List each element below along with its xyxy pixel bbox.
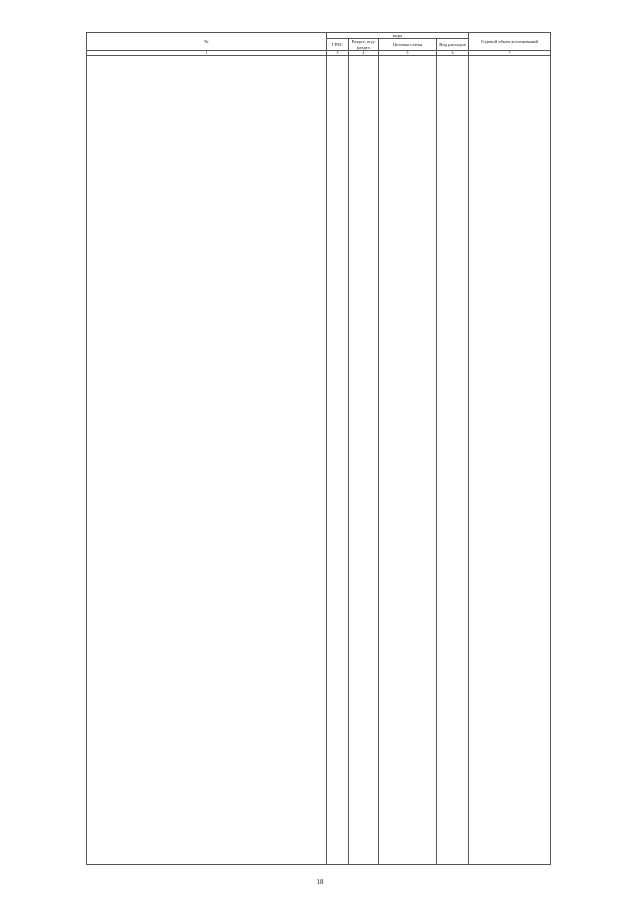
header-amount: Годовой объем ассигнований xyxy=(469,33,551,51)
empty-body xyxy=(87,56,551,865)
header-expense-type: Вид расходов xyxy=(437,39,469,51)
header-section: Раздел, под- раздел xyxy=(349,39,379,51)
header-name: № xyxy=(87,33,327,51)
header-grbs: ГРБС xyxy=(327,39,349,51)
column-number: 3 xyxy=(327,51,349,56)
header-target: Целевая статья xyxy=(379,39,437,51)
column-number: 7 xyxy=(469,51,551,56)
header-codes: коды xyxy=(327,33,469,39)
column-number: 4 xyxy=(349,51,379,56)
column-number: 6 xyxy=(437,51,469,56)
budget-table xyxy=(86,32,551,865)
table-body xyxy=(87,56,551,865)
column-number: 1 xyxy=(87,51,327,56)
page-number: 18 xyxy=(316,878,324,886)
column-number: 5 xyxy=(379,51,437,56)
